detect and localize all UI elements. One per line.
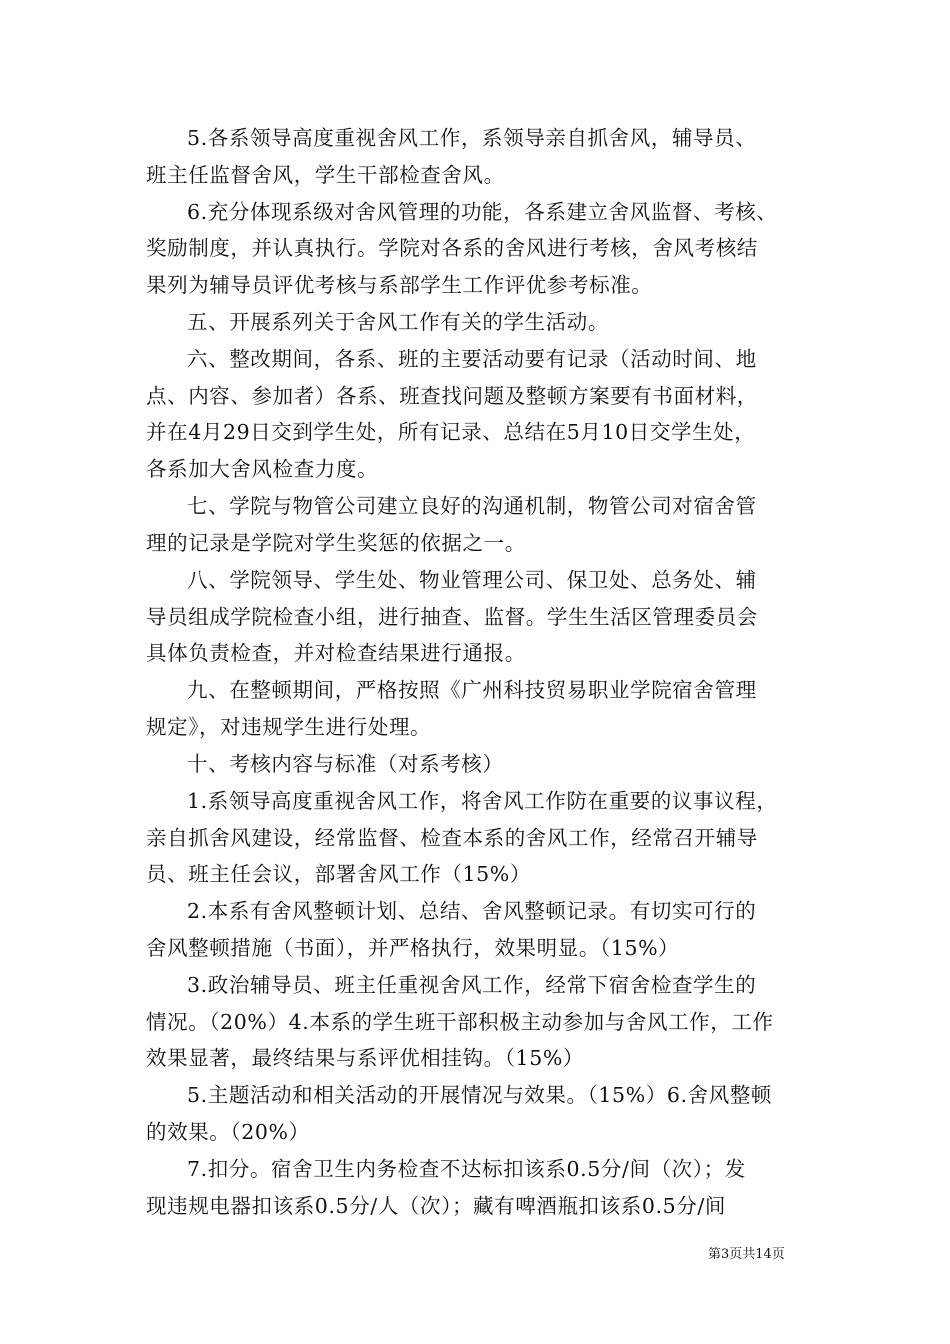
- paragraph-line: 规定》，对违规学生进行处理。: [146, 715, 432, 739]
- paragraph-line: 果列为辅导员评优考核与系部学生工作评优参考标准。: [146, 273, 653, 297]
- paragraph-line: 理的记录是学院对学生奖惩的依据之一。: [146, 531, 526, 555]
- paragraph-line: 舍风整顿措施（书面），并严格执行，效果明显。（15%）: [146, 936, 680, 960]
- paragraph-line: 3.政治辅导员、班主任重视舍风工作，经常下宿舍检查学生的: [187, 973, 757, 997]
- paragraph-line: 5.主题活动和相关活动的开展情况与效果。（15%）6.舍风整顿: [187, 1083, 773, 1107]
- paragraph-line: 现违规电器扣该系0.5分/人（次）；藏有啤酒瓶扣该系0.5分/间: [146, 1194, 726, 1218]
- paragraph-line: 效果显著，最终结果与系评优相挂钩。（15%）: [146, 1046, 585, 1070]
- paragraph-line: 九、在整顿期间，严格按照《广州科技贸易职业学院宿舍管理: [187, 678, 757, 702]
- paragraph-line: 7.扣分。宿舍卫生内务检查不达标扣该系0.5分/间（次）；发: [187, 1157, 746, 1181]
- paragraph-line: 具体负责检查，并对检查结果进行通报。: [146, 641, 526, 665]
- paragraph-line: 员、班主任会议，部署舍风工作（15%）: [146, 862, 531, 886]
- paragraph-line: 奖励制度，并认真执行。学院对各系的舍风进行考核，舍风考核结: [146, 236, 758, 260]
- paragraph-line: 5.各系领导高度重视舍风工作，系领导亲自抓舍风，辅导员、: [187, 126, 757, 150]
- paragraph-line: 六、整改期间，各系、班的主要活动要有记录（活动时间、地: [187, 347, 757, 371]
- paragraph-line: 亲自抓舍风建设，经常监督、检查本系的舍风工作，经常召开辅导: [146, 826, 758, 850]
- paragraph-line: 的效果。（20%）: [146, 1120, 310, 1144]
- paragraph-line: 6.充分体现系级对舍风管理的功能，各系建立舍风监督、考核、: [187, 200, 778, 224]
- paragraph-line: 五、开展系列关于舍风工作有关的学生活动。: [187, 310, 609, 334]
- page-number-footer: 第3页共14页: [708, 1247, 785, 1262]
- paragraph-line: 2.本系有舍风整顿计划、总结、舍风整顿记录。有切实可行的: [187, 899, 757, 923]
- paragraph-line: 各系加大舍风检查力度。: [146, 457, 379, 481]
- paragraph-line: 点、内容、参加者）各系、班查找问题及整顿方案要有书面材料，: [146, 384, 758, 408]
- paragraph-line: 八、学院领导、学生处、物业管理公司、保卫处、总务处、辅: [187, 568, 757, 592]
- paragraph-line: 情况。（20%）4.本系的学生班干部积极主动参加与舍风工作，工作: [146, 1010, 774, 1034]
- paragraph-line: 导员组成学院检查小组，进行抽查、监督。学生生活区管理委员会: [146, 605, 758, 629]
- paragraph-line: 班主任监督舍风，学生干部检查舍风。: [146, 163, 505, 187]
- paragraph-line: 并在4月29日交到学生处，所有记录、总结在5月10日交学生处，: [146, 420, 756, 444]
- paragraph-line: 十、考核内容与标准（对系考核）: [187, 752, 504, 776]
- paragraph-line: 1.系领导高度重视舍风工作，将舍风工作防在重要的议事议程，: [187, 789, 778, 813]
- paragraph-line: 七、学院与物管公司建立良好的沟通机制，物管公司对宿舍管: [187, 494, 757, 518]
